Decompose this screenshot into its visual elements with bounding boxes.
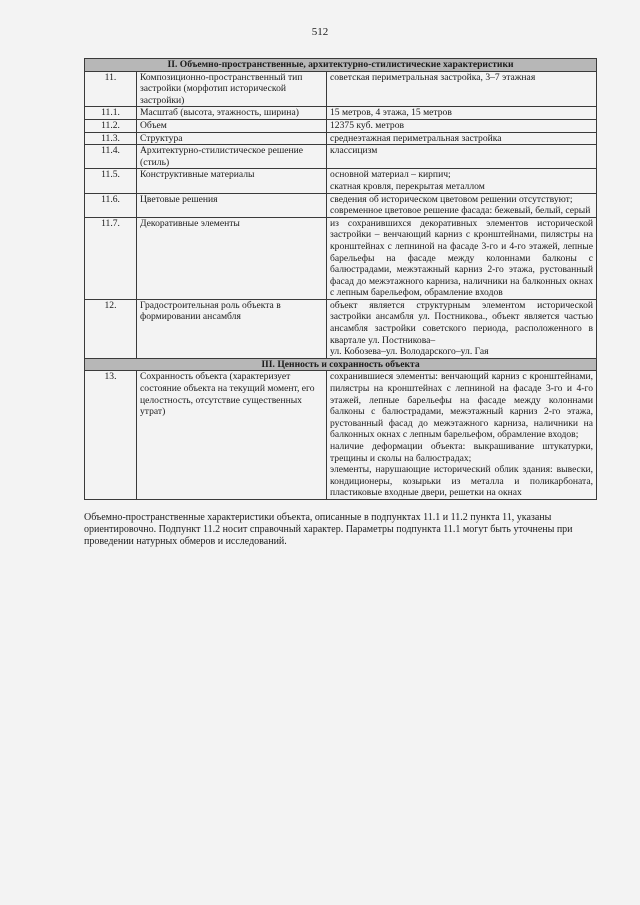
table-row [85,371,597,500]
table-row [85,71,597,107]
item-name: Объем [137,119,327,132]
item-number: 11.7. [85,217,137,299]
item-value [327,71,597,107]
item-value [327,132,597,145]
item-value-line: сведения об историческом цветовом решении отсутствуют; [330,193,573,205]
page-number: 512 [311,26,329,38]
item-number: 11.3. [85,132,137,145]
section-header-row [85,358,597,371]
item-value-line: элементы, нарушающие исторический облик здания: вывески, кондиционеры, козырьки из металла и поликарбоната, пластиковые входные двери, решетки на окнах [330,464,594,499]
item-number: 11.1. [85,107,137,120]
item-value-line: объект является структурным элементом исторической застройки ансамбля ул. Постникова., объект является частью ансамбля застройки советского периода, расположенного в квартале ул. Постникова– [330,299,594,346]
item-value [327,371,597,500]
item-name: Архитектурно-стилистическое решение (стиль) [137,145,327,169]
item-value-line: советская периметральная застройка, 3–7 этажная [330,71,536,83]
item-value [327,299,597,358]
table-row [85,299,597,358]
item-value-line: наличие деформации объекта: выкрашивание штукатурки, трещины и сколы на балюстрадах; [330,441,594,464]
item-value [327,169,597,193]
item-number: 11.6. [85,193,137,217]
table-row [85,193,597,217]
section-header-row [85,59,597,72]
item-value [327,217,597,299]
item-value [327,107,597,120]
item-number: 13. [85,371,137,500]
item-name: Градостроительная роль объекта в формировании ансамбля [137,299,327,358]
item-number: 12. [85,299,137,358]
table-row [85,217,597,299]
item-name: Структура [137,132,327,145]
footnote: Объемно-пространственные характеристики объекта, описанные в подпунктах 11.1 и 11.2 пункта 11, указаны ориентировочно. Подпункт 11.2 носит справочный характер. Параметры подпункта 11.1 могут быть уточнены при проведении натурных обмеров и исследований. [84,512,573,547]
item-value-line: среднеэтажная периметральная застройка [330,132,502,144]
item-number: 11.4. [85,145,137,169]
item-value-line: современное цветовое решение фасада: бежевый, белый, серый [330,205,591,217]
item-value-line: ул. Кобозева–ул. Володарского–ул. Гая [330,346,489,358]
section-title: II. Объемно-пространственные, архитектурно-стилистические характеристики [85,59,597,72]
table-row [85,119,597,132]
item-value-line: из сохранившихся декоративных элементов исторической застройки – венчающий карниз с кронштейнами, пилястры на кронштейнах с лепниной на фасаде 3-го и 4-го этажей, лепные барельефы на фасаде между колоннами балконы с балюстрадами, межэтажный карниз 2-го этажа, рустованный фасад до межэтажного карниза, наличники на балконных окнах с лепным барельефом, обрамление входов [330,217,594,299]
item-value [327,145,597,169]
item-value-line: основной материал – кирпич; [330,169,451,181]
table-row [85,107,597,120]
item-number: 11. [85,71,137,107]
item-value-line: классицизм [330,145,378,157]
table-row [85,132,597,145]
item-name: Масштаб (высота, этажность, ширина) [137,107,327,120]
item-value-line: сохранившиеся элементы: венчающий карниз с кронштейнами, пилястры на кронштейнах с лепниной на фасаде 3-го и 4-го этажей, лепные барельефы на фасаде между колоннами балконы с балюстрадами, межэтажный карниз 2-го этажа, рустованный фасад до межэтажного карниза, наличники на балконных окнах с лепным барельефом, обрамление входов; [330,371,594,441]
item-name: Композиционно-пространственный тип застройки (морфотип исторической застройки) [137,71,327,107]
item-value-line: 15 метров, 4 этажа, 15 метров [330,107,452,119]
item-value [327,193,597,217]
table-row [85,169,597,193]
item-name: Цветовые решения [137,193,327,217]
section-title: III. Ценность и сохранность объекта [85,358,597,371]
item-value-line: скатная кровля, перекрытая металлом [330,180,485,192]
item-name: Декоративные элементы [137,217,327,299]
item-number: 11.5. [85,169,137,193]
table-row [85,145,597,169]
item-name: Конструктивные материалы [137,169,327,193]
item-number: 11.2. [85,119,137,132]
item-value-line: 12375 куб. метров [330,119,405,131]
item-value [327,119,597,132]
item-name: Сохранность объекта (характеризует состояние объекта на текущий момент, его целостность, отсутствие существенных утрат) [137,371,327,500]
characteristics-table [84,58,597,500]
